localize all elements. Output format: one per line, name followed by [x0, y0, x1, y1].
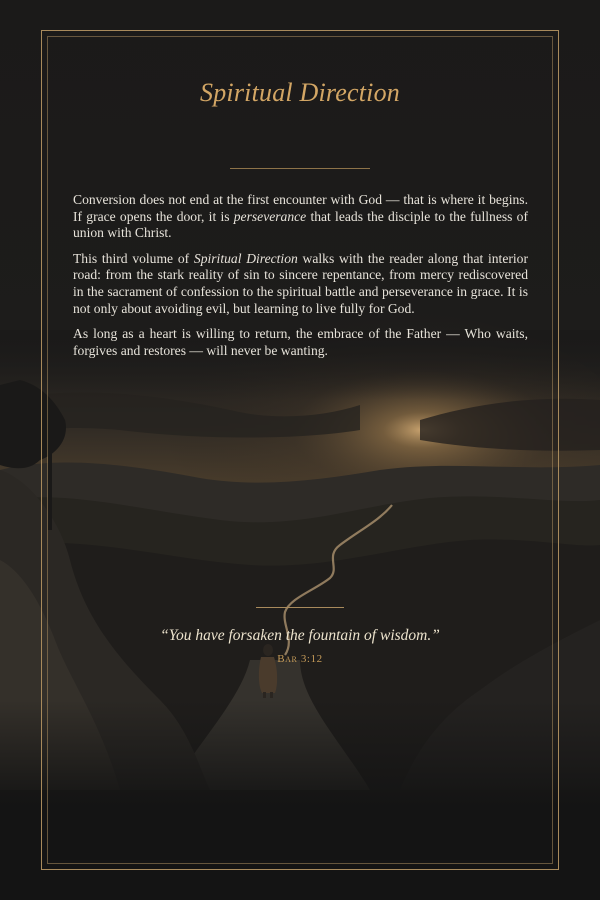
- description-text: [73, 192, 528, 368]
- paragraph-2-emphasis: Spiritual Direction: [193, 250, 298, 266]
- paragraph-2-text-b: walks with the reader along that interior road: from the stark reality of sin to sincere repentance, from mercy rediscovered in the sacrament of confession to the spiritual battle and perseverance in grace. It is not only about avoiding evil, but learning to live fully for God.: [73, 250, 528, 316]
- inner-border-frame: [47, 36, 553, 864]
- scripture-reference: Bar 3:12: [277, 653, 323, 665]
- quote-divider: [256, 607, 344, 608]
- scripture-quote: “You have forsaken the fountain of wisdom.”: [160, 627, 440, 644]
- book-title: Spiritual Direction: [200, 78, 400, 107]
- paragraph-1-text-a: Conversion does not end at the first encounter with God — that is where it begins. If grace opens the door, it is: [73, 192, 528, 224]
- paragraph-1-text-b: that leads the disciple to the fullness of union with Christ.: [73, 208, 528, 241]
- title-divider: [230, 168, 370, 169]
- paragraph-1: [73, 192, 528, 242]
- paragraph-3: As long as a heart is willing to return, the embrace of the Father — Who waits, forgives and restores — will never be wanting.: [73, 326, 528, 358]
- paragraph-2-text-a: This third volume of: [73, 250, 194, 266]
- paragraph-1-emphasis: perseverance: [233, 208, 307, 224]
- paragraph-2: [73, 251, 528, 317]
